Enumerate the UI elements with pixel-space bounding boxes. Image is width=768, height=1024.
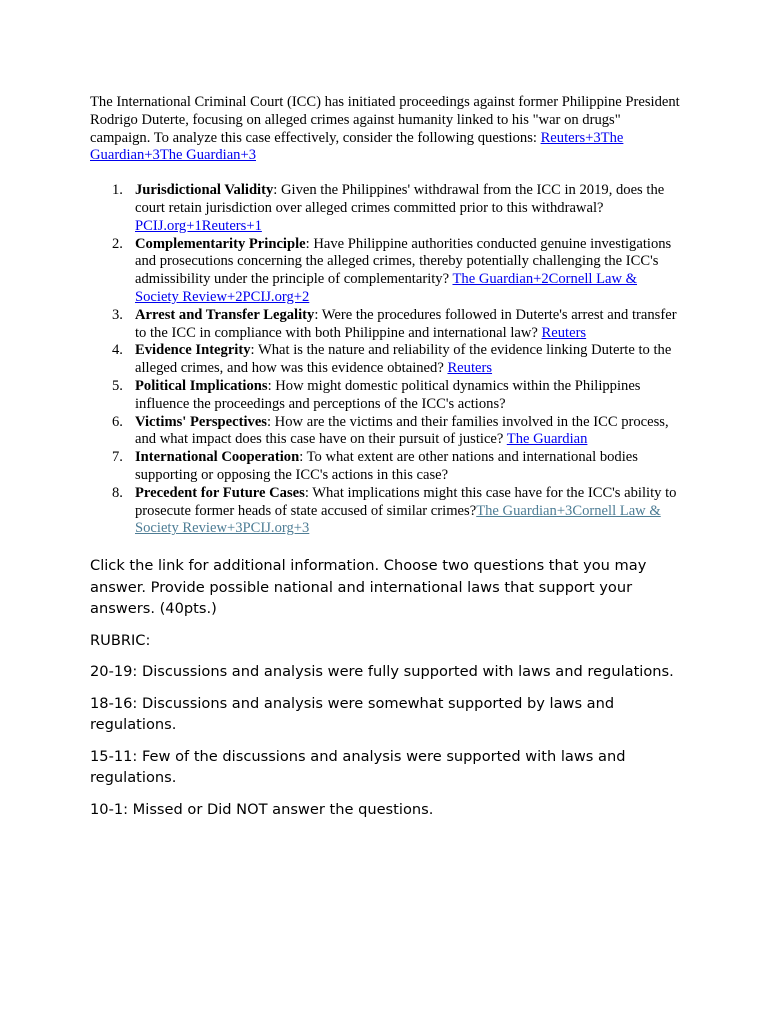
question-number: 4. bbox=[112, 342, 123, 359]
question-body: : How might domestic political dynamics within the Philippines influence the proceedings and perceptions of the ICC's actions? bbox=[135, 377, 641, 412]
question-body: : How are the victims and their families involved in the ICC process, and what impact does this case have on their pursuit of justice? bbox=[135, 413, 669, 448]
question-body: : To what extent are other nations and international bodies supporting or opposing the ICC's actions in this case? bbox=[135, 449, 638, 483]
question-item bbox=[112, 413, 680, 450]
question-item bbox=[112, 484, 680, 538]
question-source-link[interactable]: PCIJ.org+1Reuters+1 bbox=[135, 217, 262, 234]
question-item bbox=[112, 235, 680, 307]
question-item bbox=[112, 377, 680, 414]
question-item bbox=[112, 342, 680, 378]
question-source-link[interactable]: Reuters bbox=[447, 360, 493, 377]
question-body: : Given the Philippines' withdrawal from the ICC in 2019, does the court retain jurisdiction over alleged crimes committed prior to this withdrawal? bbox=[135, 182, 665, 216]
question-title: International Cooperation bbox=[135, 449, 300, 466]
rubric-item: 18-16: Discussions and analysis were somewhat supported by laws and regulations. bbox=[90, 694, 615, 734]
question-title: Evidence Integrity bbox=[135, 342, 251, 359]
question-item bbox=[112, 306, 680, 343]
question-body: : Have Philippine authorities conducted genuine investigations and prosecutions concerning the alleged crimes, thereby potentially challenging the ICC's admissibility under the principle of complementarity? bbox=[135, 235, 672, 288]
instructions-text: Click the link for additional information. Choose two questions that you may answer. Provide possible national and international laws that support your answers. (40pts.) bbox=[90, 557, 647, 618]
intro-paragraph bbox=[90, 94, 680, 165]
rubric-item: 10-1: Missed or Did NOT answer the questions. bbox=[90, 800, 434, 818]
question-number: 8. bbox=[112, 484, 123, 501]
question-number: 6. bbox=[112, 413, 123, 430]
question-body: : What implications might this case have for the ICC's ability to prosecute former heads of state accused of similar crimes? bbox=[135, 484, 677, 519]
intro-text: The International Criminal Court (ICC) has initiated proceedings against former Philippine President Rodrigo Duterte, focusing on alleged crimes against humanity linked to his "war on drugs" campaign. To analyze this case effectively, consider the following questions: bbox=[90, 94, 680, 146]
question-list bbox=[90, 182, 680, 538]
rubric-item: 20-19: Discussions and analysis were fully supported with laws and regulations. bbox=[90, 663, 674, 681]
question-title: Political Implications bbox=[135, 377, 268, 394]
question-number: 2. bbox=[112, 235, 123, 252]
question-number: 7. bbox=[112, 449, 123, 466]
question-number: 1. bbox=[112, 182, 123, 199]
document-page bbox=[90, 94, 680, 820]
question-title: Arrest and Transfer Legality bbox=[135, 306, 315, 323]
question-number: 3. bbox=[112, 306, 123, 323]
question-title: Victims' Perspectives bbox=[135, 413, 267, 430]
question-title: Complementarity Principle bbox=[135, 235, 306, 252]
question-source-link[interactable]: The Guardian bbox=[506, 431, 588, 448]
question-source-link[interactable]: The Guardian+3Cornell Law & Society Review+3PCIJ.org+3 bbox=[135, 502, 661, 537]
rubric-title: RUBRIC: bbox=[90, 631, 151, 649]
question-body: : What is the nature and reliability of the evidence linking Duterte to the alleged crimes, and how was this evidence obtained? bbox=[135, 342, 672, 377]
intro-source-link[interactable]: Reuters+3The Guardian+3The Guardian+3 bbox=[90, 129, 624, 164]
question-item bbox=[112, 449, 680, 485]
question-source-link[interactable]: The Guardian+2Cornell Law & Society Review+2PCIJ.org+2 bbox=[135, 271, 638, 305]
question-body: : Were the procedures followed in Duterte's arrest and transfer to the ICC in compliance with both Philippine and international law? bbox=[135, 306, 677, 341]
question-title: Precedent for Future Cases bbox=[135, 484, 305, 501]
rubric-item: 15-11: Few of the discussions and analysis were supported with laws and regulations. bbox=[90, 747, 626, 787]
question-number: 5. bbox=[112, 377, 123, 394]
question-item bbox=[112, 182, 680, 235]
question-title: Jurisdictional Validity bbox=[135, 182, 274, 199]
question-source-link[interactable]: Reuters bbox=[541, 324, 587, 341]
